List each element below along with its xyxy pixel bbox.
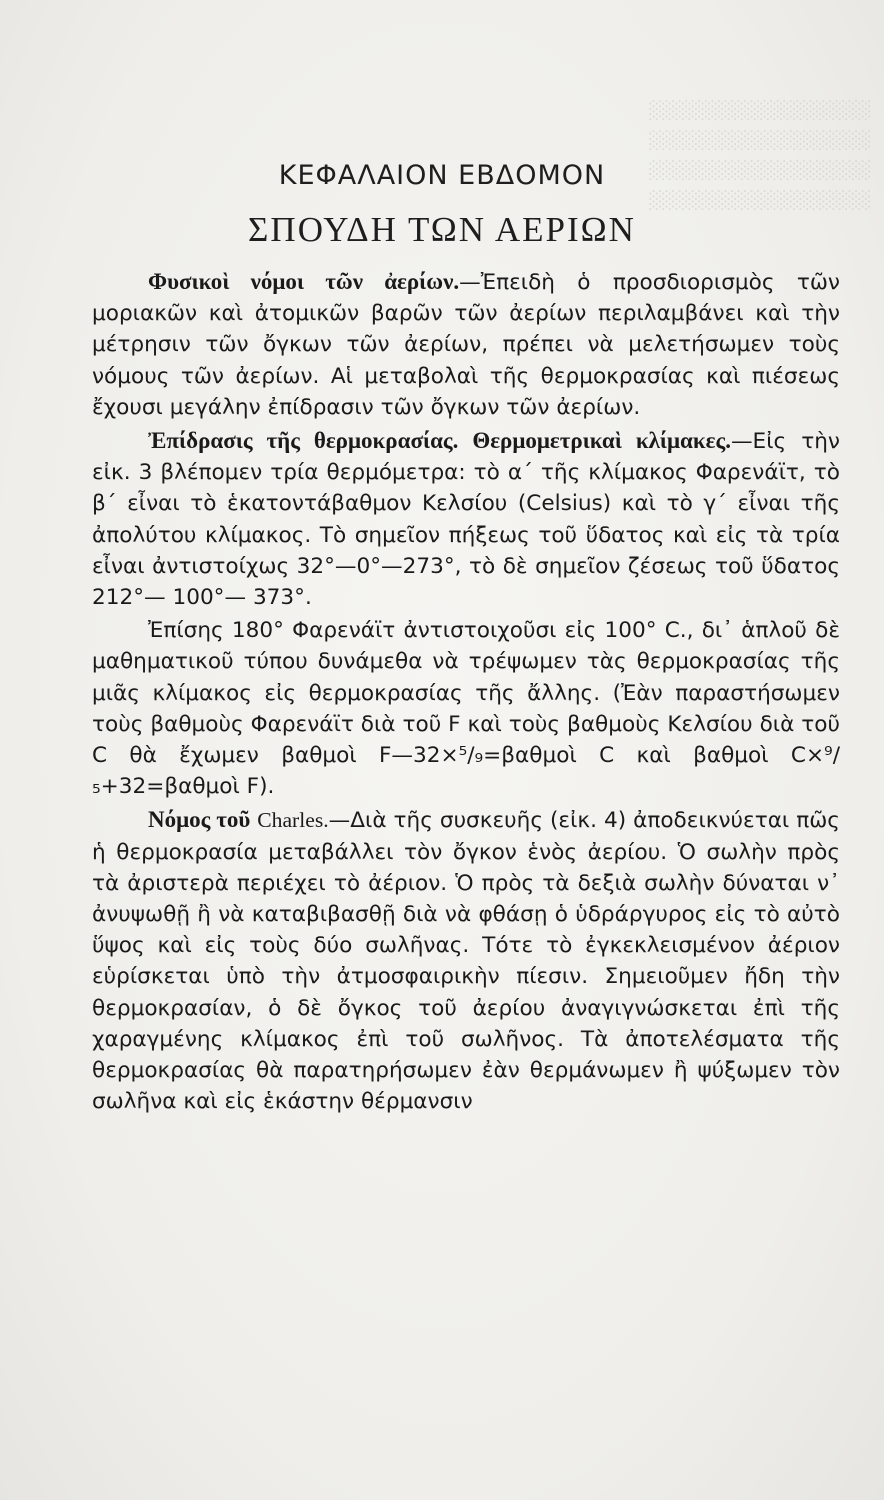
section-heading-name: Charles. <box>257 808 329 833</box>
paragraph <box>92 425 840 613</box>
paragraph-text: —Διὰ τῆς συσκευῆς (εἰκ. 4) ἀποδεικνύεται πῶς ἡ θερμοκρασία μεταβάλλει τὸν ὄγκον ἑνὸς ἀερίου. Ὁ σωλὴν πρὸς τὰ ἀριστερὰ περιέχει τὸ ἀέριον. Ὁ πρὸς τὰ δεξιὰ σωλὴν δύναται ν᾿ ἀνυψωθῇ ἢ νὰ καταβιβασθῇ διὰ νὰ φθάσῃ ὁ ὑδράργυρος εἰς τὸ αὐτὸ ὕψος καὶ εἰς τοὺς δύο σωλῆνας. Τότε τὸ ἐγκεκλεισμένον ἀέριον εὑρίσκεται ὑπὸ τὴν ἀτμοσφαιρικὴν πίεσιν. Σημειοῦμεν ἤδη τὴν θερμοκρασίαν, ὁ δὲ ὄγκος τοῦ ἀερίου ἀναγιγνώσκεται ἐπὶ τῆς χαραγμένης κλίμακος ἐπὶ τοῦ σωλῆνος. Τὰ ἀποτελέσματα τῆς θερμοκρασίας θὰ παρατηρήσωμεν ἐὰν θερμάνωμεν ἢ ψύξωμεν τὸν σωλῆνα καὶ εἰς ἑκάστην θέρμανσιν <box>92 808 840 1115</box>
section-heading: Νόμος τοῦ <box>148 807 251 833</box>
chapter-subtitle: ΣΠΟΥΔΗ ΤΩΝ ΑΕΡΙΩΝ <box>248 210 636 249</box>
paragraph-text: —Ἐπειδὴ ὁ προσδιορισμὸς τῶν μοριακῶν καὶ ἀτομικῶν βαρῶν τῶν ἀερίων περιλαμβάνει καὶ τὴν μέτρησιν τῶν ὄγκων τῶν ἀερίων, πρέπει νὰ μελετήσωμεν τοὺς νόμους τῶν ἀερίων. Αἱ μεταβολαὶ τῆς θερμοκρασίας καὶ πιέσεως ἔχουσι μεγάλην ἐπίδρασιν τῶν ὄγκων τῶν ἀερίων. <box>92 270 840 420</box>
bleed-through-texture: ░░░░░░░░░░░░░░░░░ ░░░░░░░░░░░░░░░░░ ░░░░░░░░░░░░░░░░░ ░░░░░░░░░░░░░░░░░ <box>647 101 870 211</box>
paragraph <box>92 804 840 1117</box>
section-heading: Φυσικοὶ νόμοι τῶν ἀερίων. <box>148 269 460 294</box>
paragraph <box>92 615 840 802</box>
paragraph-text: —Εἰς τὴν εἰκ. 3 βλέπομεν τρία θερμόμετρα: τὸ α΄ τῆς κλίμακος Φαρενάϊτ, τὸ β΄ εἶναι τὸ ἑκατοντάβαθμον Κελσίου (Celsius) καὶ τὸ γ΄ εἶναι τῆς ἀπολύτου κλίμακος. Τὸ σημεῖον πήξεως τοῦ ὕδατος καὶ εἰς τὰ τρία εἶναι ἀντιστοίχως 32°—0°—273°, τὸ δὲ σημεῖον ζέσεως τοῦ ὕδατος 212°— 100°— 373°. <box>92 429 840 611</box>
section-heading: Ἐπίδρασις τῆς θερμοκρασίας. Θερμομετρικαὶ κλίμακες. <box>148 428 731 454</box>
body-text <box>92 266 840 1117</box>
paragraph-text: Ἐπίσης 180° Φαρενάϊτ ἀντιστοιχοῦσι εἰς 100° C., δι᾿ ἁπλοῦ δὲ μαθηματικοῦ τύπου δυνάμεθα νὰ τρέψωμεν τὰς θερμοκρασίας τῆς μιᾶς κλίμακος εἰς θερμοκρασίας τῆς ἄλλης. (Ἐὰν παραστήσωμεν τοὺς βαθμοὺς Φαρενάϊτ διὰ τοῦ F καὶ τοὺς βαθμοὺς Κελσίου διὰ τοῦ C θὰ ἔχωμεν βαθμοὶ F—32×⁵/₉=βαθμοὶ C καὶ βαθμοὶ C×⁹/₅+32=βαθμοὶ F). <box>92 618 840 800</box>
chapter-title: ΚΕΦΑΛΑΙΟΝ ΕΒΔΟΜΟΝ <box>278 160 606 191</box>
paragraph <box>92 266 840 423</box>
